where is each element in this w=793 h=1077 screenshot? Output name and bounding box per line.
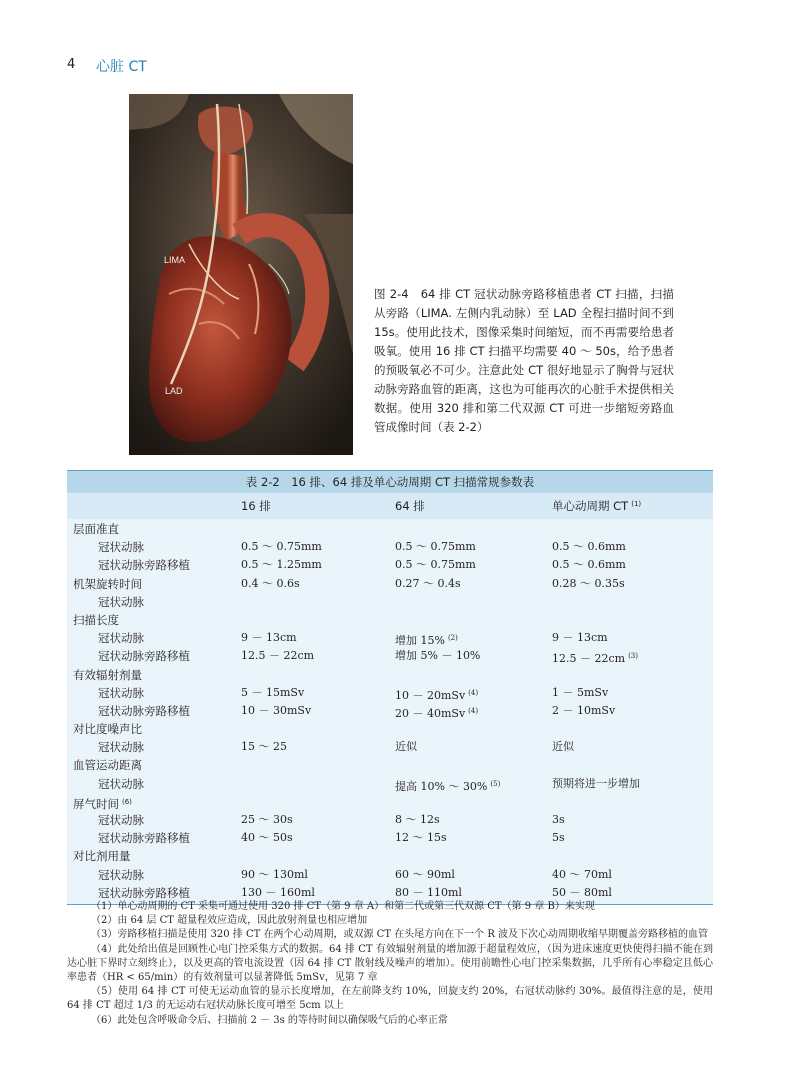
row-label-text: 机架旋转时间 — [73, 576, 142, 591]
table-row — [67, 793, 713, 811]
cell-value-text: 50 － 80ml — [552, 885, 612, 899]
cell-value-text: 9 － 13cm — [241, 631, 297, 645]
cell-value — [395, 738, 552, 756]
cell-value-text: 10 － 20mSv — [395, 688, 466, 702]
cell-value-text: 0.5 ～ 0.6mm — [552, 540, 626, 554]
cell-value — [552, 738, 713, 756]
cell-value — [241, 793, 395, 811]
row-label-text: 冠状动脉旁路移植 — [98, 649, 190, 664]
cell-value-text: 130 － 160ml — [241, 885, 315, 899]
row-label-text: 冠状动脉 — [98, 594, 144, 609]
row-label-text: 冠状动脉 — [98, 740, 144, 755]
cell-value — [241, 538, 395, 556]
table-row — [67, 666, 713, 684]
cell-value-text: 0.5 ～ 0.75mm — [395, 540, 476, 554]
row-label — [67, 666, 241, 684]
row-label — [67, 720, 241, 738]
parameter-table — [67, 470, 713, 905]
cell-value-text: 80 － 110ml — [395, 885, 462, 899]
footnote: （1）单心动周期的 CT 采集可通过使用 320 排 CT（第 9 章 A）和第二代或第三代双源 CT（第 9 章 B）来实现 — [91, 901, 595, 912]
cell-value-text: 40 ～ 70ml — [552, 867, 612, 881]
table-footnotes — [67, 900, 713, 1028]
row-label-text: 血管运动距离 — [73, 758, 142, 773]
row-label — [67, 593, 241, 611]
lad-label: LAD — [165, 386, 183, 396]
row-label — [67, 647, 241, 665]
cell-value — [552, 556, 713, 574]
table-row — [67, 756, 713, 774]
cell-value-text: 90 ～ 130ml — [241, 867, 308, 881]
row-label — [67, 811, 241, 829]
table-row — [67, 611, 713, 629]
row-label — [67, 847, 241, 865]
cell-value — [241, 520, 395, 538]
footnote-mark: (5) — [490, 779, 501, 788]
cell-value-text: 2 － 10mSv — [552, 703, 616, 717]
cell-value — [395, 829, 552, 847]
cell-value — [552, 793, 713, 811]
row-label-text: 冠状动脉旁路移植 — [98, 831, 190, 846]
footnote-mark: (6) — [122, 797, 132, 806]
table-row — [67, 738, 713, 756]
cell-value — [552, 611, 713, 629]
cell-value-text: 15 ～ 25 — [241, 740, 287, 754]
row-label-text: 对比剂用量 — [73, 849, 131, 864]
row-label-text: 有效辐射剂量 — [73, 667, 142, 682]
table-row — [67, 593, 713, 611]
cell-value-text: 9 － 13cm — [552, 631, 608, 645]
table-row — [67, 775, 713, 793]
cell-value — [395, 611, 552, 629]
table-title: 表 2-2 16 排、64 排及单心动周期 CT 扫描常规参数表 — [67, 470, 713, 493]
cell-value — [395, 629, 552, 647]
row-label — [67, 793, 241, 811]
cell-value — [241, 556, 395, 574]
table-row — [67, 520, 713, 538]
cell-value — [241, 847, 395, 865]
cell-value — [395, 684, 552, 702]
cell-value — [552, 666, 713, 684]
cell-value-text: 0.27 ～ 0.4s — [395, 576, 461, 590]
table-row — [67, 684, 713, 702]
row-label — [67, 629, 241, 647]
cell-value — [241, 593, 395, 611]
cell-value — [395, 575, 552, 593]
cell-value-text: 5s — [552, 831, 565, 845]
row-label — [67, 829, 241, 847]
table-row — [67, 720, 713, 738]
cell-value — [395, 556, 552, 574]
cell-value — [552, 756, 713, 774]
row-label — [67, 538, 241, 556]
cell-value — [395, 811, 552, 829]
row-label — [67, 775, 241, 793]
cell-value — [552, 811, 713, 829]
table-row — [67, 629, 713, 647]
cell-value-text: 5 － 15mSv — [241, 685, 305, 699]
table-header-row — [67, 493, 713, 519]
row-label-text: 冠状动脉 — [98, 631, 144, 646]
cell-value-text: 提高 10% ～ 30% — [395, 779, 488, 793]
cell-value — [395, 775, 552, 793]
cell-value — [552, 866, 713, 884]
page-number: 4 — [67, 57, 76, 72]
cell-value-text: 预期将进一步增加 — [552, 776, 640, 790]
row-label-text: 冠状动脉 — [98, 540, 144, 555]
cell-value — [241, 829, 395, 847]
row-label — [67, 520, 241, 538]
row-label-text: 冠状动脉 — [98, 685, 144, 700]
row-label-text: 扫描长度 — [73, 612, 119, 627]
cell-value — [395, 756, 552, 774]
row-label — [67, 738, 241, 756]
header-16-row: 16 排 — [241, 499, 271, 513]
cell-value-text: 3s — [552, 813, 565, 826]
cell-value — [552, 702, 713, 720]
figure-caption: 图 2-4 64 排 CT 冠状动脉旁路移植患者 CT 扫描，扫描从旁路（LIMA. 左侧内乳动脉）至 LAD 全程扫描时间不到 15s。使用此技术，图像采集时间缩短，而不再需要给患者吸氧。使用 16 排 CT 扫描平均需要 40 ～ 50s，给予患者的预吸氧必不可少。注意此处 CT 很好地显示了胸骨与冠状动脉旁路血管的距离，这也为可能再次的心脏手术提供相关数据。使用 320 排和第二代双源 CT 可进一步缩短旁路血管成像时间（表 2-2） — [374, 287, 674, 434]
row-label-text: 冠状动脉 — [98, 867, 144, 882]
row-label-text: 冠状动脉旁路移植 — [98, 703, 190, 718]
cell-value-text: 增加 5% － 10% — [395, 649, 481, 663]
cell-value-text: 近似 — [395, 740, 417, 754]
header-64-row: 64 排 — [395, 499, 425, 513]
table-row — [67, 556, 713, 574]
row-label-text: 对比度噪声比 — [73, 722, 142, 737]
row-label — [67, 684, 241, 702]
table-row — [67, 702, 713, 720]
cell-value — [241, 647, 395, 665]
footnote-mark: (4) — [468, 688, 479, 697]
table-row — [67, 538, 713, 556]
cell-value-text: 0.5 ～ 1.25mm — [241, 558, 322, 572]
cell-value — [241, 738, 395, 756]
cell-value — [552, 629, 713, 647]
cell-value — [395, 793, 552, 811]
cell-value — [395, 593, 552, 611]
cell-value — [241, 866, 395, 884]
table-row — [67, 847, 713, 865]
footnote: （3）旁路移植扫描是使用 320 排 CT 在两个心动周期，或双源 CT 在头尾方向在下一个 R 波及下次心动周期收缩早期覆盖旁路移植的血管 — [91, 929, 709, 941]
cell-value — [395, 866, 552, 884]
header-single-cycle — [552, 498, 713, 514]
footnote: （2）由 64 层 CT 超量程效应造成，因此放射剂量也相应增加 — [91, 915, 368, 927]
row-label-text: 冠状动脉旁路移植 — [98, 885, 190, 900]
row-label — [67, 866, 241, 884]
cell-value — [395, 520, 552, 538]
cell-value — [241, 702, 395, 720]
cell-value-text: 12 ～ 15s — [395, 831, 447, 845]
row-label — [67, 611, 241, 629]
cell-value — [241, 666, 395, 684]
cell-value — [241, 629, 395, 647]
cell-value — [552, 847, 713, 865]
cell-value — [552, 775, 713, 793]
cell-value-text: 0.4 ～ 0.6s — [241, 576, 300, 590]
figure-ct-heart-image — [129, 94, 353, 455]
row-label — [67, 575, 241, 593]
cell-value — [241, 684, 395, 702]
row-label-text: 冠状动脉旁路移植 — [98, 558, 190, 573]
table-row — [67, 575, 713, 593]
cell-value-text: 1 － 5mSv — [552, 685, 609, 699]
footnote: （4）此处给出值是回顾性心电门控采集方式的数据。64 排 CT 有效辐射剂量的增加源于超量程效应，（因为进床速度更快使得扫描不能在到达心脏下界时立刻终止），以及更高的管电流设置（因 64 排 CT 散射线及噪声的增加）。使用前瞻性心电门控采集数据，几乎所有心率稳定且低心率患者（HR < 65/min）的有效剂量可以显著降低 5mSv，见第 7 章 — [67, 943, 713, 984]
cell-value-text: 12.5 － 22cm — [241, 649, 315, 663]
cell-value-text: 0.28 ～ 0.35s — [552, 576, 625, 590]
cell-value — [395, 702, 552, 720]
cell-value — [241, 756, 395, 774]
row-label-text: 冠状动脉 — [98, 813, 144, 827]
table-row — [67, 647, 713, 665]
cell-value — [241, 575, 395, 593]
row-label — [67, 556, 241, 574]
cell-value — [552, 538, 713, 556]
header-footnote-mark: (1) — [631, 500, 642, 508]
table-body — [67, 519, 713, 905]
cell-value — [552, 684, 713, 702]
cell-value-text: 增加 15% — [395, 634, 445, 648]
cell-value-text: 20 － 40mSv — [395, 706, 466, 720]
footnote: （6）此处包含呼吸命令后、扫描前 2 － 3s 的等待时间以确保吸气后的心率正常 — [91, 1014, 448, 1026]
table-row — [67, 811, 713, 829]
lima-label: LIMA — [164, 255, 186, 265]
table-row — [67, 829, 713, 847]
row-label-text: 屏气时间 — [73, 796, 119, 811]
footnote-mark: (3) — [628, 652, 638, 661]
cell-value-text: 25 ～ 30s — [241, 813, 293, 826]
footnote-mark: (2) — [447, 634, 458, 643]
cell-value — [552, 520, 713, 538]
cell-value — [395, 847, 552, 865]
row-label — [67, 702, 241, 720]
cell-value-text: 40 ～ 50s — [241, 831, 293, 845]
cell-value — [241, 811, 395, 829]
cell-value — [552, 829, 713, 847]
cell-value — [241, 611, 395, 629]
cell-value — [552, 593, 713, 611]
header-single-cycle-label: 单心动周期 CT — [552, 499, 629, 513]
cell-value-text: 近似 — [552, 740, 574, 754]
footnote-mark: (4) — [468, 706, 479, 715]
cell-value — [395, 666, 552, 684]
table-row — [67, 866, 713, 884]
cell-value — [395, 720, 552, 738]
running-title: 心脏 CT — [96, 59, 147, 75]
row-label-text: 层面准直 — [73, 522, 119, 536]
row-label-text: 冠状动脉 — [98, 776, 144, 791]
cell-value — [395, 538, 552, 556]
cell-value — [552, 575, 713, 593]
cell-value — [241, 720, 395, 738]
cell-value-text: 12.5 － 22cm — [552, 652, 626, 666]
cell-value — [241, 775, 395, 793]
cell-value-text: 10 － 30mSv — [241, 703, 312, 717]
row-label — [67, 756, 241, 774]
footnote: （5）使用 64 排 CT 可使无运动血管的显示长度增加，在左前降支约 10%，回旋支约 20%，右冠状动脉约 30%。最值得注意的是，使用 64 排 CT 超过 1/3 的无运动右冠状动脉长度可增至 5cm 以上 — [67, 986, 713, 1012]
cell-value — [552, 720, 713, 738]
cell-value-text: 60 ～ 90ml — [395, 867, 455, 881]
cell-value-text: 0.5 ～ 0.6mm — [552, 558, 626, 572]
cell-value — [552, 647, 713, 665]
cell-value-text: 8 ～ 12s — [395, 813, 440, 826]
cell-value — [395, 647, 552, 665]
cell-value-text: 0.5 ～ 0.75mm — [395, 558, 476, 572]
cell-value-text: 0.5 ～ 0.75mm — [241, 540, 322, 554]
